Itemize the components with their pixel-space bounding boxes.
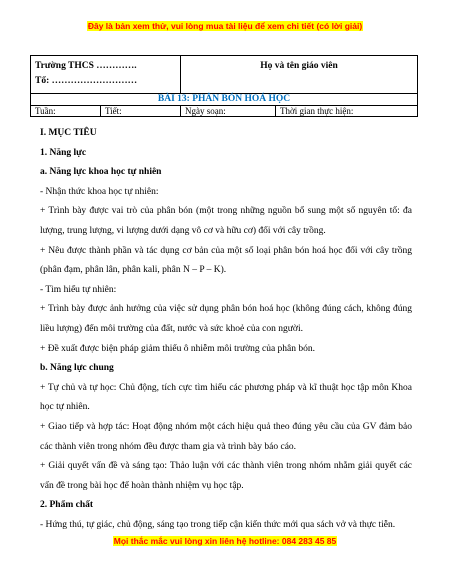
lesson-title: BÀI 13: PHÂN BÓN HOÁ HỌC (31, 94, 418, 106)
teacher-name-cell: Họ và tên giáo viên (181, 56, 418, 94)
document-body (40, 124, 412, 535)
date-cell: Ngày soạn: (181, 106, 276, 117)
preview-notice-text: Đây là bản xem thử, vui lòng mua tài liệu để xem chi tiết (có lời giải) (87, 21, 363, 31)
lesson-header-table (30, 55, 418, 117)
paragraph: + Tự chủ và tự học: Chủ động, tích cực tìm hiểu các phương pháp và kĩ thuật học tập môn Khoa học tự nhiên. (40, 382, 412, 413)
paragraph: + Đề xuất được biện pháp giảm thiểu ô nhiễm môi trường của phân bón. (40, 343, 316, 354)
paragraph: + Trình bày được vai trò của phân bón (một trong những nguồn bổ sung một số nguyên tố: đa lượng, trung lượng, vi lượng dưới dạng vô cơ và hữu cơ) đối với cây trồng. (40, 206, 412, 236)
hotline-banner (0, 536, 450, 547)
group-name: Tổ: ……………………… (35, 76, 138, 86)
school-name: Trường THCS …………. (35, 61, 137, 71)
section-heading-objectives: I. MỤC TIÊU (40, 128, 97, 138)
paragraph: + Trình bày được ảnh hưởng của việc sử dụng phân bón hoá học (không đúng cách, không đúng liều lượng) đến môi trường của đất, nước và sức khoẻ của con người. (40, 304, 412, 334)
school-info-cell (31, 56, 181, 94)
hotline-text: Mọi thắc mắc vui lòng xin liên hệ hotline: 084 283 45 85 (113, 536, 337, 546)
subheading-competence: 1. Năng lực (40, 147, 87, 158)
preview-notice-banner (0, 21, 450, 32)
subheading-general-competence: b. Năng lực chung (40, 363, 114, 374)
paragraph: + Nêu được thành phần và tác dụng cơ bản của một số loại phân bón hoá học đối với cây trồng (phân đạm, phân lân, phân kali, phân N – P – K). (40, 245, 412, 276)
subheading-natural-science: a. Năng lực khoa học tự nhiên (40, 167, 162, 178)
week-cell: Tuần: (31, 106, 101, 117)
paragraph: - Hứng thú, tự giác, chủ động, sáng tạo trong tiếp cận kiến thức mới qua sách vở và thực tiễn. (40, 519, 396, 530)
period-cell: Tiết: (101, 106, 181, 117)
paragraph: - Tìm hiểu tự nhiên: (40, 284, 117, 295)
paragraph: + Giải quyết vấn đề và sáng tạo: Thảo luận với các thành viên trong nhóm nhằm giải quyết các vấn đề trong bài học để hoàn thành nhiệm vụ học tập. (40, 461, 412, 491)
paragraph: - Nhận thức khoa học tự nhiên: (40, 186, 159, 197)
time-cell: Thời gian thực hiện: (276, 106, 418, 117)
subheading-qualities: 2. Phẩm chất (40, 500, 94, 511)
paragraph: + Giao tiếp và hợp tác: Hoạt động nhóm một cách hiệu quả theo đúng yêu cầu của GV đảm bảo các thành viên trong nhóm đều được tham gia và trình bày báo cáo. (40, 421, 412, 452)
